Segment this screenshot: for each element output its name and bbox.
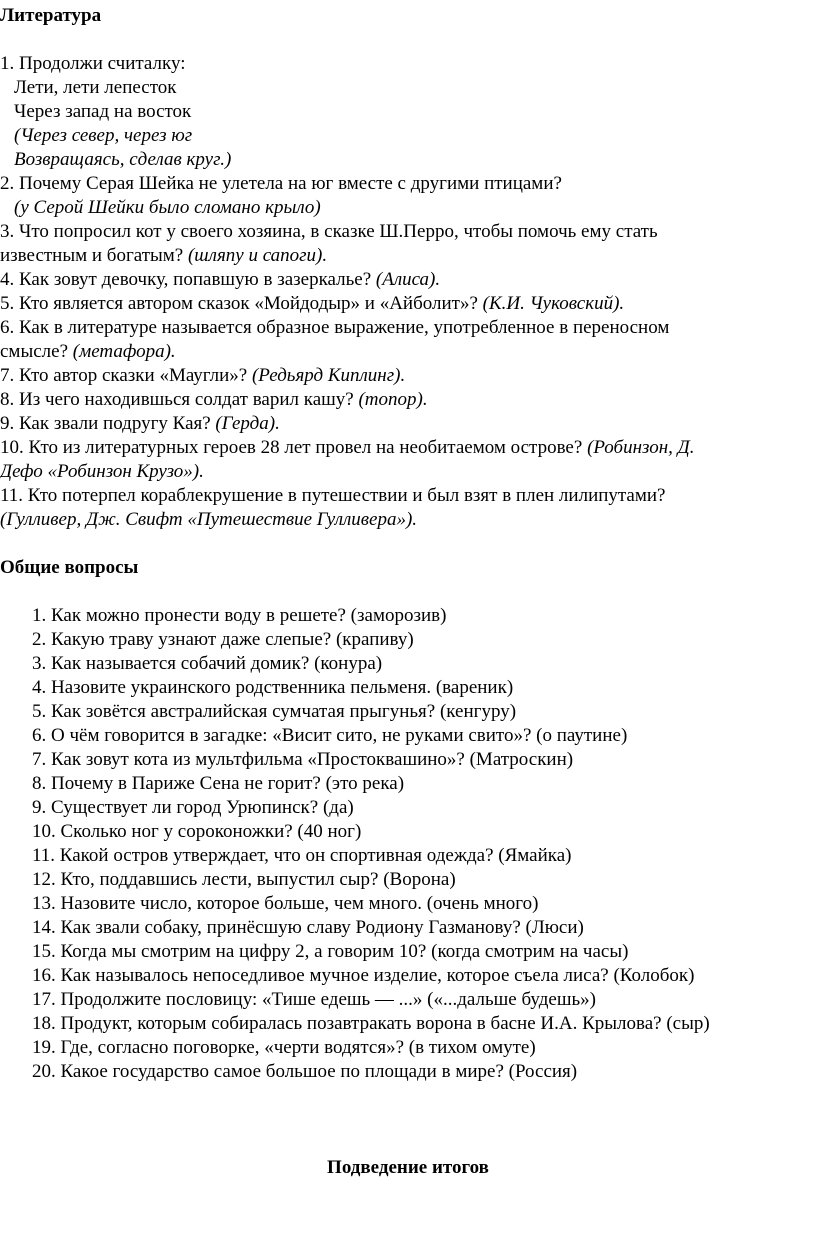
rhyme-answer-line: Возвращаясь, сделав круг.) [14, 149, 232, 170]
question-8 [0, 388, 428, 412]
answer-2: (у Серой Шейки было сломано крыло) [14, 197, 321, 218]
question-8-text: 8. Из чего находившься солдат варил кашу? [0, 389, 354, 410]
list-item: 11. Какой остров утверждает, что он спортивная одежда? (Ямайка) [32, 845, 572, 866]
rhyme-line: Лети, лети лепесток [14, 77, 177, 98]
question-6: 6. Как в литературе называется образное выражение, употребленное в переносном [0, 317, 670, 338]
question-5-text: 5. Кто является автором сказок «Мойдодыр» и «Айболит»? [0, 293, 478, 314]
list-item: 3. Как называется собачий домик? (конура) [32, 653, 383, 674]
list-item: 5. Как зовётся австралийская сумчатая прыгунья? (кенгуру) [32, 701, 517, 722]
answer-7: (Редьярд Киплинг). [251, 365, 406, 386]
question-6-text: смысле? [0, 341, 69, 362]
list-item: 20. Какое государство самое большое по площади в мире? (Россия) [32, 1061, 578, 1082]
answer-10-cont: Дефо «Робинзон Крузо»). [0, 461, 204, 482]
question-9 [0, 412, 280, 436]
list-item: 13. Назовите число, которое больше, чем много. (очень много) [32, 893, 539, 914]
question-9-text: 9. Как звали подругу Кая? [0, 413, 211, 434]
list-item: 9. Существует ли город Урюпинск? (да) [32, 797, 354, 818]
question-7 [0, 364, 405, 388]
list-item: 12. Кто, поддавшись лести, выпустил сыр? (Ворона) [32, 869, 456, 890]
answer-8: (топор). [358, 389, 428, 410]
list-item: 7. Как зовут кота из мультфильма «Простоквашино»? (Матроскин) [32, 749, 574, 770]
question-1: 1. Продолжи считалку: [0, 53, 186, 74]
list-item: 10. Сколько ног у сороконожки? (40 ног) [32, 821, 362, 842]
question-11: 11. Кто потерпел кораблекрушение в путешествии и был взят в плен лилипутами? [0, 485, 666, 506]
question-4-text: 4. Как зовут девочку, попавшую в зазеркалье? [0, 269, 372, 290]
question-10 [0, 436, 694, 460]
list-item: 4. Назовите украинского родственника пельменя. (вареник) [32, 677, 514, 698]
list-item: 2. Какую траву узнают даже слепые? (крапиву) [32, 629, 414, 650]
list-item: 18. Продукт, которым собиралась позавтракать ворона в басне И.А. Крылова? (сыр) [32, 1013, 710, 1034]
list-item: 16. Как называлось непоседливое мучное изделие, которое съела лиса? (Колобок) [32, 965, 695, 986]
question-3-cont [0, 244, 327, 268]
question-10-text: 10. Кто из литературных героев 28 лет провел на необитаемом острове? [0, 437, 583, 458]
general-questions-heading: Общие вопросы [0, 557, 139, 578]
question-3: 3. Что попросил кот у своего хозяина, в сказке Ш.Перро, чтобы помочь ему стать [0, 221, 658, 242]
answer-9: (Герда). [215, 413, 280, 434]
list-item: 6. О чём говорится в загадке: «Висит сито, не руками свито»? (о паутине) [32, 725, 628, 746]
list-item: 14. Как звали собаку, принёсшую славу Родиону Газманову? (Люси) [32, 917, 584, 938]
list-item: 8. Почему в Париже Сена не горит? (это река) [32, 773, 405, 794]
question-7-text: 7. Кто автор сказки «Маугли»? [0, 365, 248, 386]
list-item: 1. Как можно пронести воду в решете? (заморозив) [32, 605, 447, 626]
answer-5: (К.И. Чуковский). [482, 293, 625, 314]
answer-6: (метафора). [72, 341, 176, 362]
rhyme-answer-line: (Через север, через юг [14, 125, 193, 146]
summary-heading: Подведение итогов [327, 1157, 489, 1178]
question-4 [0, 268, 440, 292]
question-5 [0, 292, 624, 316]
question-3-text: известным и богатым? [0, 245, 184, 266]
list-item: 19. Где, согласно поговорке, «черти водятся»? (в тихом омуте) [32, 1037, 536, 1058]
list-item: 15. Когда мы смотрим на цифру 2, а говорим 10? (когда смотрим на часы) [32, 941, 629, 962]
answer-10: (Робинзон, Д. [587, 437, 695, 458]
rhyme-line: Через запад на восток [14, 101, 192, 122]
answer-11: (Гулливер, Дж. Свифт «Путешествие Гулливера»). [0, 509, 418, 530]
answer-3: (шляпу и сапоги). [187, 245, 328, 266]
question-6-cont [0, 340, 176, 364]
literature-heading: Литература [0, 5, 102, 26]
answer-4: (Алиса). [375, 269, 441, 290]
question-2: 2. Почему Серая Шейка не улетела на юг вместе с другими птицами? [0, 173, 562, 194]
list-item: 17. Продолжите пословицу: «Тише едешь — ...» («...дальше будешь») [32, 989, 596, 1010]
